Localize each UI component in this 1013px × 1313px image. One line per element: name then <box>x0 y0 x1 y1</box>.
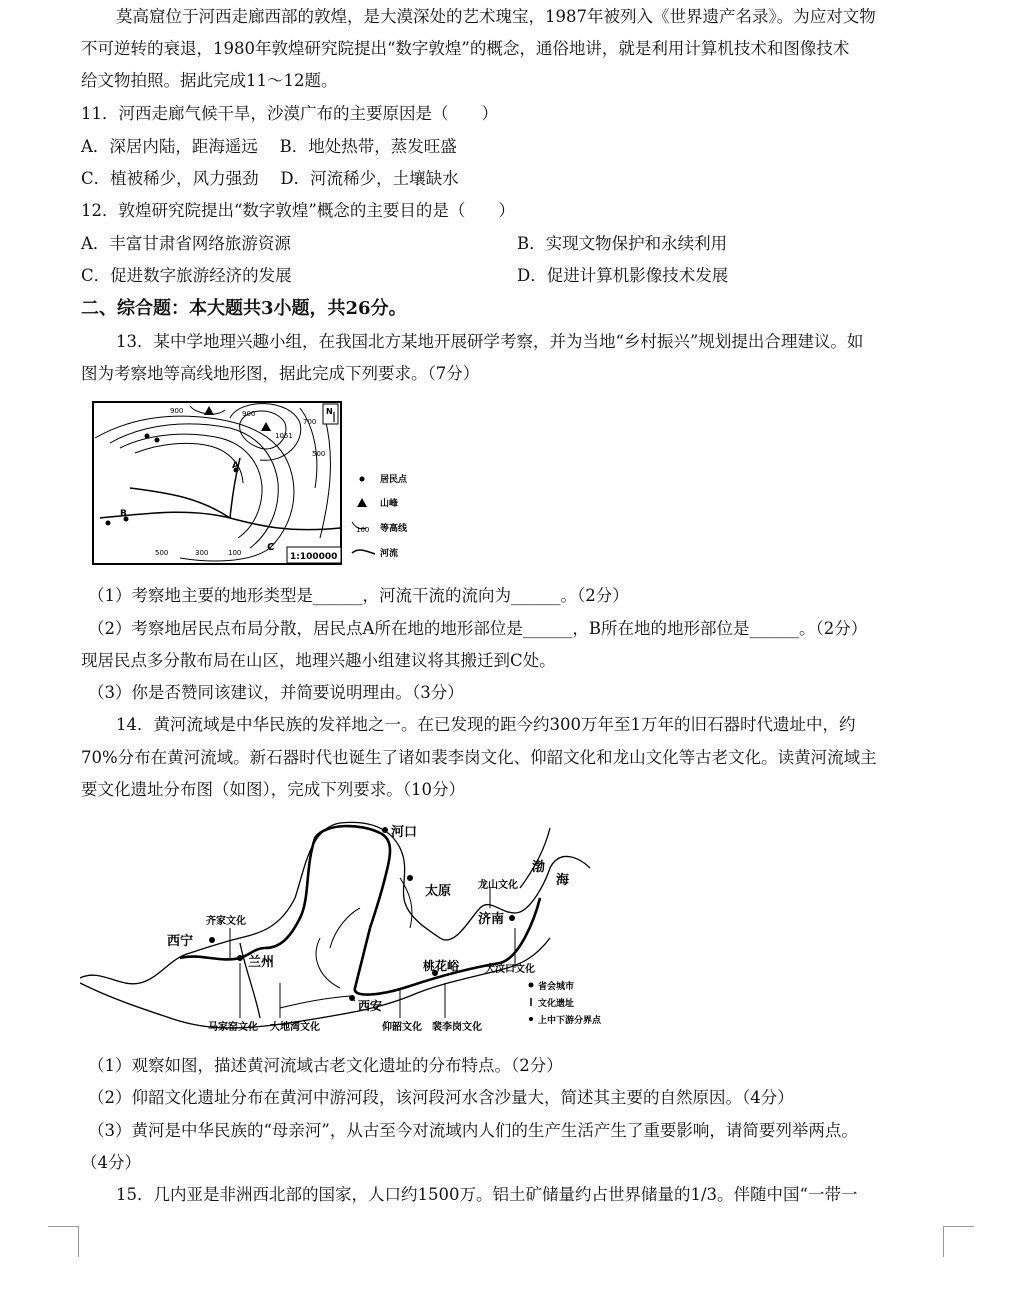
label-lanzhou: 兰州 <box>248 955 275 970</box>
city-dot <box>349 995 355 1001</box>
intro-line-3: 给文物拍照。据此完成11～12题。 <box>81 71 338 90</box>
label-longshan: 龙山文化 <box>478 880 518 891</box>
label-peiligang: 裴李岗文化 <box>432 1022 482 1033</box>
legend-boundary: 上中下游分界点 <box>538 1016 602 1026</box>
contour-label: 500 <box>312 450 326 458</box>
label-taiyuan: 太原 <box>425 884 452 899</box>
label-yangshao: 仰韶文化 <box>382 1022 422 1033</box>
point-b-label: B <box>120 509 127 519</box>
legend-river: 河流 <box>380 549 399 559</box>
point-a-label: A <box>232 461 239 471</box>
q12-option-b: B．实现文物保护和永续利用 <box>517 234 728 253</box>
intro-line-1: 莫高窟位于河西走廊西部的敦煌，是大漠深处的艺术瑰宝，1987年被列入《世界遗产名录》。为应对文物 <box>116 7 876 26</box>
label-bohai-2: 海 <box>556 873 570 888</box>
peak-icon <box>357 498 367 507</box>
label-qijia: 齐家文化 <box>206 916 246 927</box>
legend-contour-num: 100 <box>356 526 370 534</box>
label-xian: 西安 <box>358 999 383 1013</box>
q14-sub-1: （1）观察如图，描述黄河流域古老文化遗址的分布特点。（2分） <box>88 1056 563 1075</box>
boundary-dot <box>382 827 388 833</box>
label-xining: 西宁 <box>167 934 194 949</box>
legend-settlement: 居民点 <box>380 475 408 485</box>
contour-label: 900 <box>170 407 184 415</box>
label-dadiwan: 大地湾文化 <box>270 1022 320 1033</box>
q12-stem: 12．敦煌研究院提出“数字敦煌”概念的主要目的是（ ） <box>81 201 515 220</box>
capital-icon <box>529 983 534 988</box>
city-dot <box>509 915 515 921</box>
label-bohai-1: 渤 <box>532 860 546 875</box>
q13-sub-2: （2）考察地居民点布局分散，居民点A所在地的地形部位是______，B所在地的地形部位是______。（2分） <box>88 619 868 638</box>
q15-stem-1: 15．几内亚是非洲西北部的国家，人口约1500万。铝土矿储量约占世界储量的1/3。伴随中国“一带一 <box>116 1185 858 1204</box>
intro-line-2: 不可逆转的衰退，1980年敦煌研究院提出“数字敦煌”的概念，通俗地讲，就是利用计算机技术和图像技术 <box>81 39 850 58</box>
q13-stem-1: 13．某中学地理兴趣小组，在我国北方某地开展研学考察，并为当地“乡村振兴”规划提出合理建议。如 <box>116 332 864 351</box>
contour-label: 700 <box>303 418 317 426</box>
contour-label: 100 <box>228 549 242 557</box>
corner-mark-right <box>943 1226 974 1257</box>
label-hekou: 河口 <box>391 825 418 840</box>
label-taohuayu: 桃花峪 <box>423 959 460 973</box>
q11-stem: 11．河西走廊气候干旱，沙漠广布的主要原因是（ ） <box>81 104 498 123</box>
peak-label: 1051 <box>275 432 293 440</box>
q13-sub-3: （3）你是否赞同该建议，并简要说明理由。（3分） <box>88 683 464 702</box>
scale-label: 1:100000 <box>290 552 338 562</box>
q14-sub-3b: （4分） <box>81 1153 141 1172</box>
contour-label: 500 <box>155 549 169 557</box>
q14-sub-3: （3）黄河是中华民族的“母亲河”，从古至今对流域内人们的生产生活产生了重要影响，请简要列举两点。 <box>88 1121 858 1140</box>
north-label: N <box>326 407 333 416</box>
q13-sub-2b: 现居民点多分散布局在山区，地理兴趣小组建议将其搬迁到C处。 <box>81 651 556 670</box>
label-majiayao: 马家窑文化 <box>208 1022 258 1033</box>
river-icon <box>352 550 375 554</box>
legend-capital: 省会城市 <box>538 982 575 992</box>
q12-option-a: A．丰富甘肃省网络旅游资源 <box>81 234 291 253</box>
city-dot <box>237 955 243 961</box>
section-heading: 二、综合题：本大题共3小题，共26分。 <box>81 298 407 319</box>
legend-peak: 山峰 <box>380 499 399 509</box>
peak-icon <box>261 422 271 431</box>
settlement-dot <box>155 438 160 443</box>
city-dot <box>407 875 413 881</box>
q11-options-cd: C．植被稀少，风力强劲 D．河流稀少，土壤缺水 <box>81 169 459 188</box>
q14-stem-3: 要文化遗址分布图（如图），完成下列要求。（10分） <box>81 780 465 799</box>
contour-label: 900 <box>242 410 256 418</box>
contour-label: 300 <box>195 549 209 557</box>
boundary-icon <box>529 1017 533 1021</box>
corner-mark-left <box>48 1226 79 1257</box>
legend-site: 文化遗址 <box>538 999 575 1009</box>
q14-stem-2: 70%分布在黄河流域。新石器时代也诞生了诸如裴李岗文化、仰韶文化和龙山文化等古老文化。读黄河流域主 <box>81 748 877 767</box>
label-jinan: 济南 <box>478 912 505 927</box>
q14-sub-2: （2）仰韶文化遗址分布在黄河中游河段，该河段河水含沙量大，简述其主要的自然原因。（4分） <box>88 1088 794 1107</box>
city-dot <box>209 937 215 943</box>
yellow-river-map <box>80 818 640 1040</box>
settlement-dot <box>106 521 111 526</box>
q12-option-d: D．促进计算机影像技术发展 <box>517 266 729 285</box>
q13-stem-2: 图为考察地等高线地形图，据此完成下列要求。（7分） <box>81 364 480 383</box>
legend-contour: 等高线 <box>380 524 408 534</box>
settlement-icon <box>360 477 365 482</box>
q14-stem-1: 14．黄河流域是中华民族的发祥地之一。在已发现的距今约300万年至1万年的旧石器时代遗址中，约 <box>116 715 856 734</box>
peak-icon <box>204 406 214 415</box>
q13-sub-1: （1）考察地主要的地形类型是______，河流干流的流向为______。（2分） <box>88 586 629 605</box>
q12-option-c: C．促进数字旅游经济的发展 <box>81 266 292 285</box>
point-c-label: C <box>267 542 275 553</box>
label-dawenkou: 大汶口文化 <box>485 964 535 975</box>
settlement-dot <box>145 434 150 439</box>
contour-map <box>90 398 430 568</box>
q11-options-ab: A．深居内陆，距海遥远 B．地处热带，蒸发旺盛 <box>81 137 457 156</box>
